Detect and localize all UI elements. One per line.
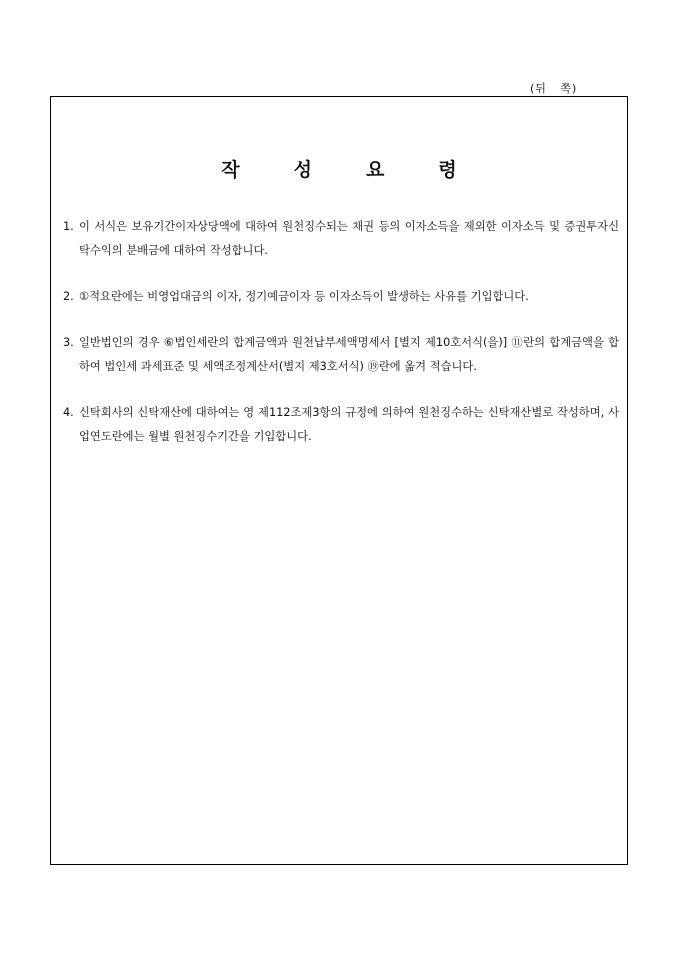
instruction-number: 4. [63,406,74,419]
title-char: 령 [438,159,457,181]
instruction-text: 일반법인의 경우 ⑥법인세란의 합계금액과 원천납부세액명세서 [별지 제10호서식(을)] ⑪란의 합계금액을 합하여 법인세 과세표준 및 세액조정계산서(별지 제3호서식) ⑲란에 옮겨 적습니다. [79,336,619,373]
instruction-item [63,215,619,263]
instruction-text: ①적요란에는 비영업대금의 이자, 정기예금이자 등 이자소득이 발생하는 사유를 기입합니다. [79,290,529,303]
instruction-item [63,331,619,379]
page-title [51,155,627,182]
instruction-text: 이 서식은 보유기간이자상당액에 대하여 원천징수되는 채권 등의 이자소득을 제외한 이자소득 및 증권투자신탁수익의 분배금에 대하여 작성합니다. [79,220,619,257]
instruction-item [63,401,619,449]
page-side-label: (뒤 쪽) [530,82,578,95]
instructions-frame [50,96,628,865]
instruction-text: 신탁회사의 신탁재산에 대하여는 영 제112조제3항의 규정에 의하여 원천징수하는 신탁재산별로 작성하며, 사업연도란에는 월별 원천징수기간을 기입합니다. [79,406,619,443]
instruction-number: 1. [63,220,74,233]
instruction-list [63,215,619,471]
instruction-number: 3. [63,336,74,349]
title-char: 작 [221,159,240,181]
instruction-number: 2. [63,290,74,303]
title-char: 요 [366,159,385,181]
instruction-item [63,285,619,309]
title-char: 성 [293,159,312,181]
